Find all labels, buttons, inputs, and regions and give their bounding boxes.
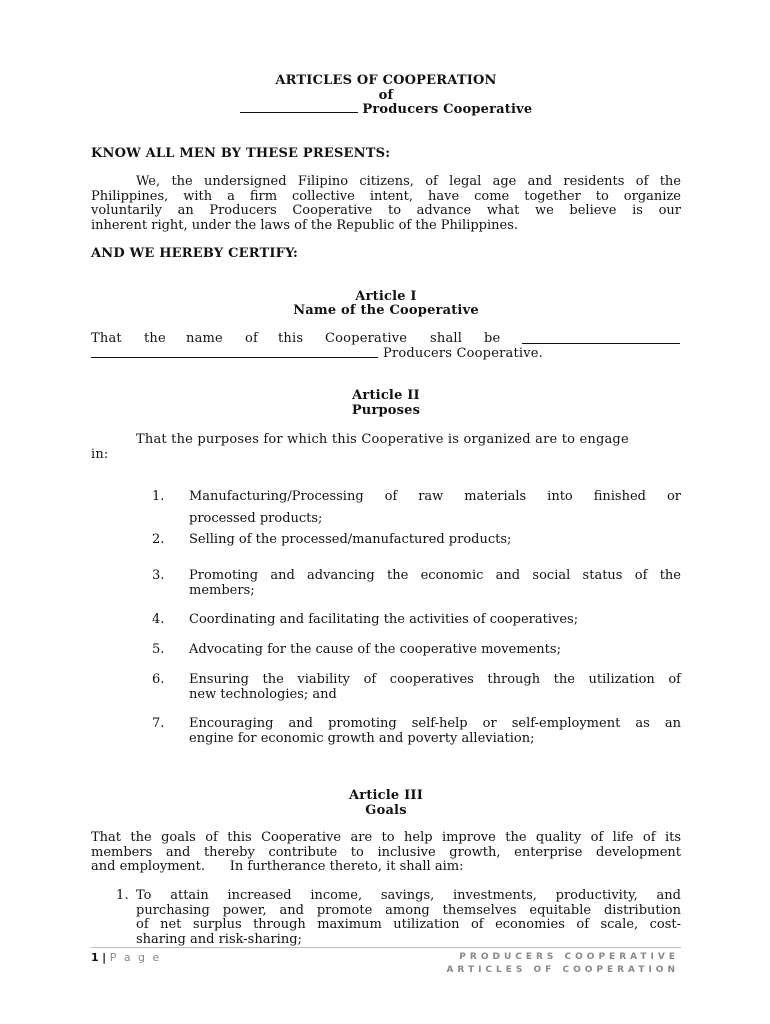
intro-line-1: We, the undersigned Filipino citizens, of legal age and residents of the: [136, 174, 681, 189]
article-2-number: Article II: [352, 388, 420, 403]
document-title-of: of: [378, 88, 394, 103]
purpose-item-3-line-2: members;: [189, 583, 255, 598]
cooperative-name-line: [91, 102, 681, 117]
purpose-number: 7.: [152, 716, 165, 731]
article-3-intro-line-3: and employment. In furtherance thereto, it shall aim:: [91, 859, 464, 874]
page-number: 1: [91, 951, 99, 964]
intro-line-3: voluntarily an Producers Cooperative to advance what we believe is our: [91, 203, 681, 218]
purpose-item-7-line-2: engine for economic growth and poverty alleviation;: [189, 731, 535, 746]
goal-item-1-line-3: of net surplus through maximum utilization of economies of scale, cost-: [136, 917, 681, 932]
cooperative-name-blank: [240, 112, 358, 113]
page-separator: |: [102, 951, 107, 964]
purpose-number: 1.: [152, 489, 165, 504]
purpose-number: 2.: [152, 532, 165, 547]
purpose-item-4-line-1: Coordinating and facilitating the activities of cooperatives;: [189, 612, 579, 627]
purpose-number: 5.: [152, 642, 165, 657]
article-1-suffix: Producers Cooperative.: [383, 346, 544, 361]
purpose-item-6-line-2: new technologies; and: [189, 687, 337, 702]
purpose-item-2-line-1: Selling of the processed/manufactured products;: [189, 532, 512, 547]
article-3-intro-line-2: members and thereby contribute to inclusive growth, enterprise development: [91, 845, 681, 860]
certify-heading: AND WE HEREBY CERTIFY:: [91, 246, 298, 261]
purpose-number: 6.: [152, 672, 165, 687]
goal-item-1-line-2: purchasing power, and promote among themselves equitable distribution: [136, 903, 681, 918]
purpose-item-7-line-1: Encouraging and promoting self-help or self-employment as an: [189, 716, 681, 731]
footer-right-line-2: ARTICLES OF COOPERATION: [446, 965, 679, 975]
footer-right-line-1: PRODUCERS COOPERATIVE: [459, 952, 679, 962]
cooperative-name-suffix: Producers Cooperative: [362, 102, 533, 117]
purpose-item-1-line-2: processed products;: [189, 511, 323, 526]
purpose-item-5-line-1: Advocating for the cause of the cooperative movements;: [189, 642, 561, 657]
purpose-number: 3.: [152, 568, 165, 583]
article-1-word: this: [278, 331, 304, 346]
intro-line-4: inherent right, under the laws of the Republic of the Philippines.: [91, 218, 519, 233]
purpose-number: 4.: [152, 612, 165, 627]
article-1-title: Name of the Cooperative: [293, 303, 479, 318]
goal-item-1-line-4: sharing and risk-sharing;: [136, 932, 302, 947]
article-1-word: That: [91, 331, 122, 346]
footer-divider: [91, 947, 681, 948]
page-label: P a g e: [109, 951, 162, 964]
article-1-word: the: [144, 331, 166, 346]
article-1-word: Cooperative: [325, 331, 408, 346]
purpose-item-6-line-1: Ensuring the viability of cooperatives through the utilization of: [189, 672, 681, 687]
purpose-item-3-line-1: Promoting and advancing the economic and social status of the: [189, 568, 681, 583]
goal-item-1-line-1: To attain increased income, savings, investments, productivity, and: [136, 888, 681, 903]
purpose-item-1-line-1: Manufacturing/Processing of raw materials into finished or: [189, 489, 681, 504]
article-1-word: of: [245, 331, 259, 346]
intro-line-2: Philippines, with a firm collective intent, have come together to organize: [91, 189, 681, 204]
article-3-number: Article III: [349, 788, 423, 803]
article-3-intro-line-1: That the goals of this Cooperative are to help improve the quality of life of its: [91, 830, 681, 845]
article-2-intro-line-1: That the purposes for which this Cooperative is organized are to engage: [136, 432, 629, 447]
page-footer-left: [91, 951, 161, 964]
article-2-intro-line-2: in:: [91, 447, 109, 462]
intro-heading: KNOW ALL MEN BY THESE PRESENTS:: [91, 146, 391, 161]
document-title: ARTICLES OF COOPERATION: [275, 73, 497, 88]
article-1-name-blank-1: [522, 343, 680, 344]
article-1-name-blank-2: [91, 357, 378, 358]
article-1-word: name: [186, 331, 223, 346]
article-3-title: Goals: [365, 803, 407, 818]
article-1-word: be: [484, 331, 501, 346]
article-2-title: Purposes: [351, 403, 421, 418]
goal-number: 1.: [116, 888, 129, 903]
article-1-number: Article I: [355, 289, 417, 304]
article-1-word: shall: [430, 331, 463, 346]
